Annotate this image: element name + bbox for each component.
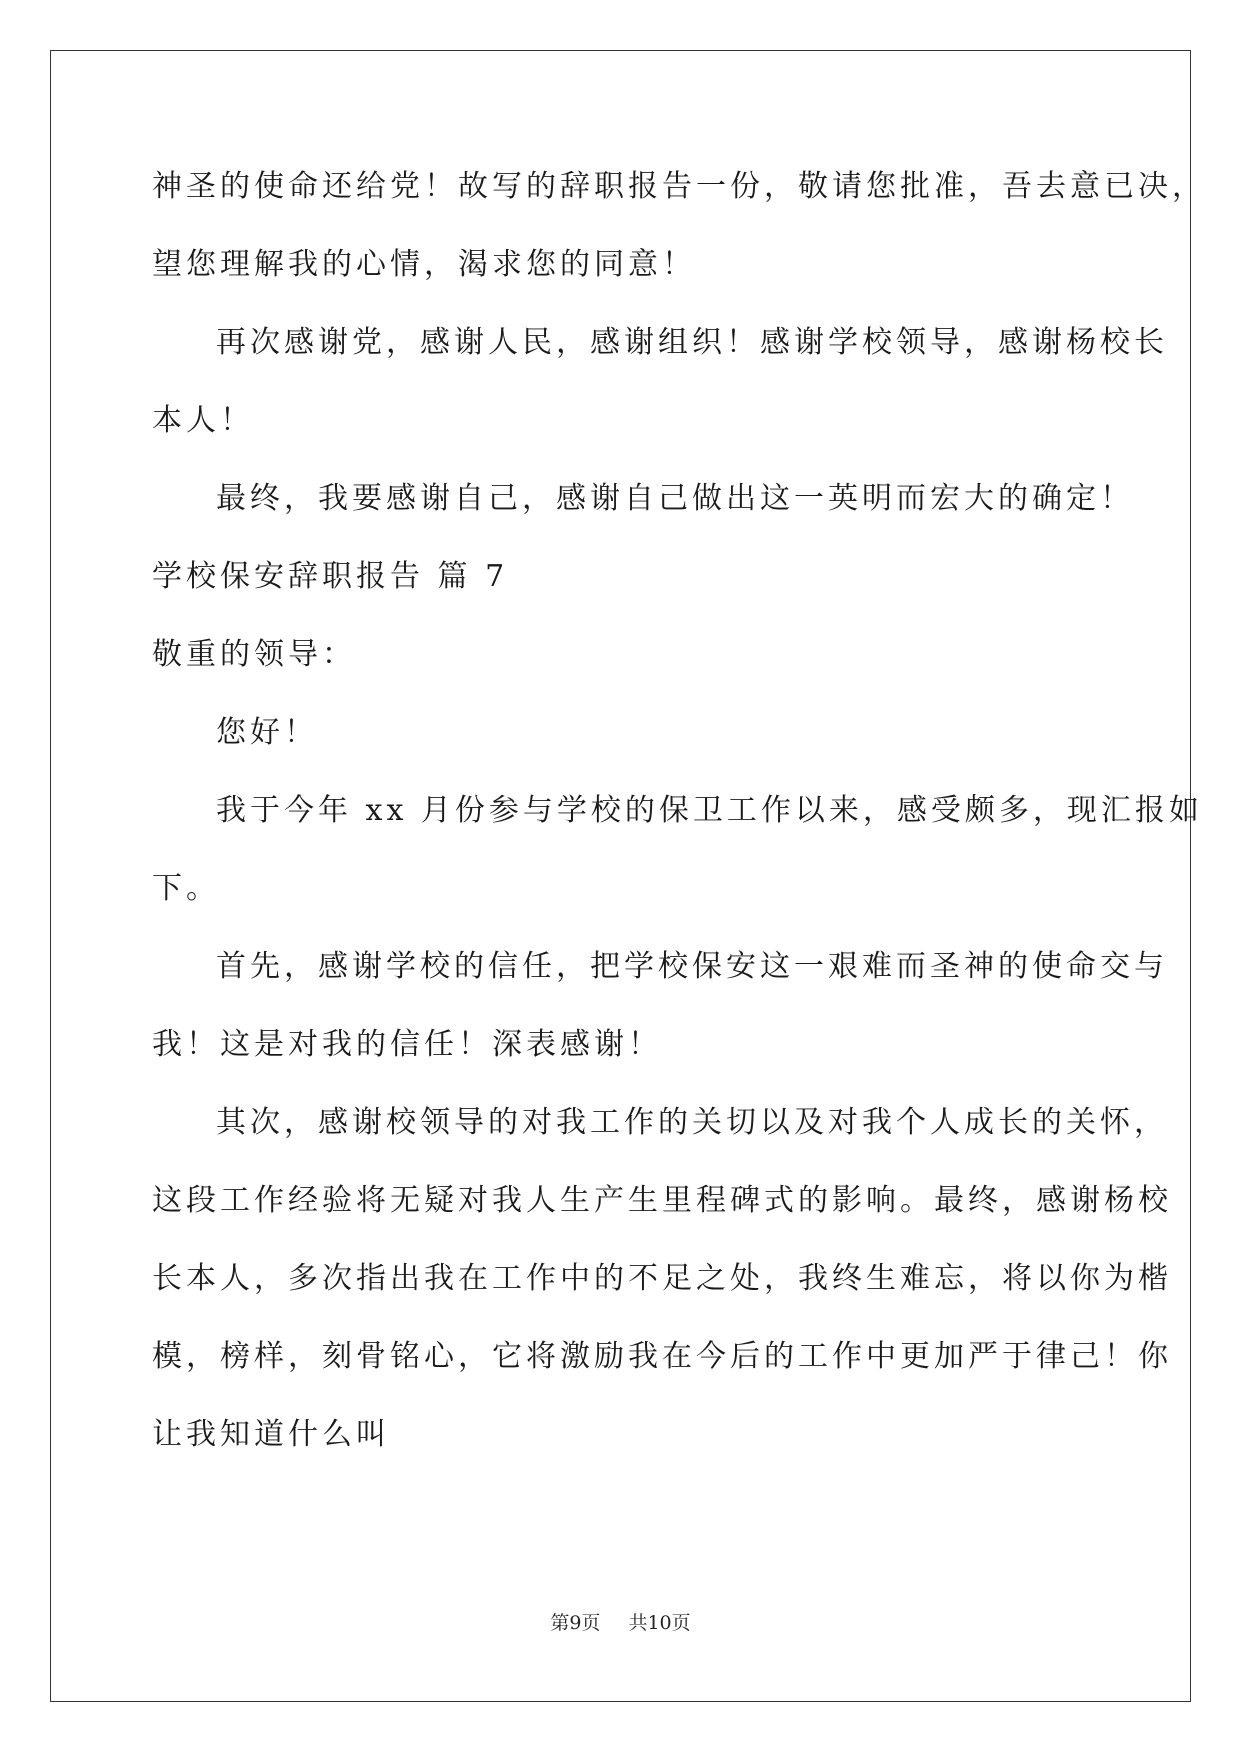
text-line: 长本人，多次指出我在工作中的不足之处，我终生难忘，将以你为楷	[152, 1261, 1172, 1296]
page-number: 第9页	[550, 1612, 601, 1634]
text-line: 让我知道什么叫	[152, 1417, 390, 1452]
text-line: 再次感谢党，感谢人民，感谢组织！感谢学校领导，感谢杨校长	[216, 325, 1168, 360]
text-line: 首先，感谢学校的信任，把学校保安这一艰难而圣神的使命交与	[216, 949, 1168, 984]
page-footer	[0, 1608, 1241, 1635]
text-line: 本人！	[152, 403, 254, 438]
text-line: 这段工作经验将无疑对我人生产生里程碑式的影响。最终，感谢杨校	[152, 1183, 1172, 1218]
page-total: 共10页	[628, 1612, 691, 1634]
text-line: 其次，感谢校领导的对我工作的关切以及对我个人成长的关怀，	[216, 1105, 1168, 1140]
section-heading: 学校保安辞职报告 篇 7	[152, 559, 509, 594]
salutation: 敬重的领导：	[152, 637, 356, 672]
text-line: 我于今年 xx 月份参与学校的保卫工作以来，感受颇多，现汇报如	[216, 793, 1203, 828]
text-line: 神圣的使命还给党！故写的辞职报告一份，敬请您批准，吾去意已决，	[152, 169, 1206, 204]
greeting: 您好！	[216, 715, 318, 750]
text-line: 模，榜样，刻骨铭心，它将激励我在今后的工作中更加严于律己！你	[152, 1339, 1172, 1374]
text-line: 最终，我要感谢自己，感谢自己做出这一英明而宏大的确定！	[216, 481, 1134, 516]
document-body	[152, 148, 1206, 1474]
text-line: 下。	[152, 871, 220, 906]
text-line: 我！这是对我的信任！深表感谢！	[152, 1027, 662, 1062]
text-line: 望您理解我的心情，渴求您的同意！	[152, 247, 696, 282]
